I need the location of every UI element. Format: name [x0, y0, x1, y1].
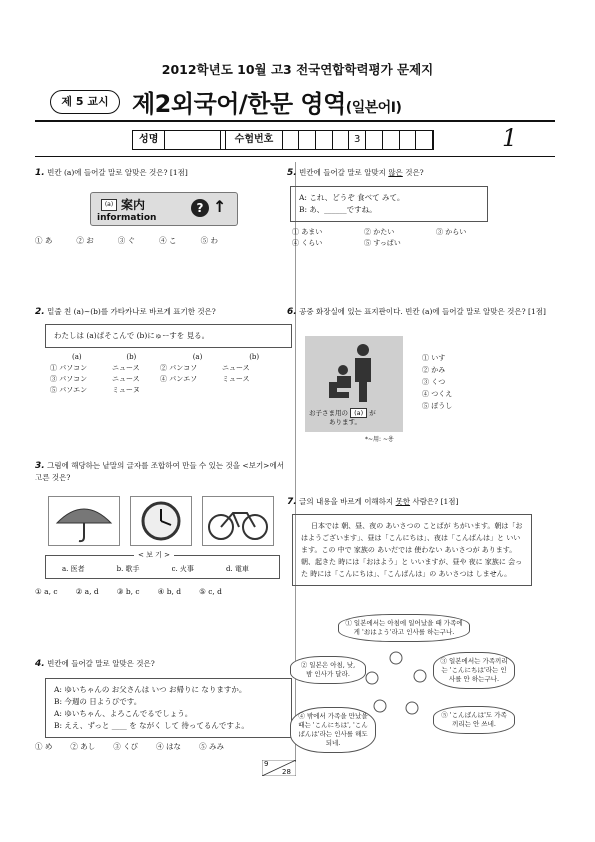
q5-text: 빈칸에 들어갈 말로 알맞지	[299, 168, 389, 177]
q2-number: 2.	[35, 307, 45, 317]
q7-bubble[interactable]: ② 일본은 아침, 낮, 밤 인사가 달라.	[290, 656, 366, 684]
q6-note: *~用: ~용	[365, 436, 394, 443]
q2-cell: ニュース	[112, 364, 140, 372]
q1-sign-kanji: 案内	[121, 198, 146, 212]
q6-choice[interactable]: ④ つくえ	[422, 390, 453, 398]
q3-choice[interactable]: ⑤ c, d	[199, 587, 222, 596]
q4-line: A: ゆいちゃんの お父さんは いつ お帰りに なりますか。	[54, 685, 247, 694]
subject-title	[132, 84, 401, 119]
q7-stem	[287, 496, 557, 508]
subject-sub: (일본어Ⅰ)	[345, 100, 402, 116]
q3-bogi-item: c. 火事	[171, 565, 194, 573]
q5-underline: 않은	[388, 168, 403, 177]
exam-no-cell	[333, 131, 350, 149]
exam-no-cell	[316, 131, 333, 149]
q3-choice[interactable]: ② a, d	[75, 587, 99, 596]
q6-number: 6.	[287, 307, 297, 317]
q2-header-row	[50, 352, 280, 363]
q2-cell: ⑤ パソエン	[50, 386, 88, 394]
q4-text: 빈칸에 들어갈 말로 알맞은 것은?	[47, 659, 155, 668]
q4-number: 4.	[35, 659, 45, 669]
q6-sign	[305, 336, 403, 432]
q1-number: 1.	[35, 168, 45, 178]
q5-choice[interactable]: ④ くらい	[292, 239, 323, 247]
q2-col: (b)	[126, 353, 137, 361]
q6-sign-blank: (a)	[350, 408, 367, 418]
q7-passage: 日本では 朝、昼、夜の あいさつの ことばが ちがいます。朝は「おはようございます」、昼は「こんにちは」、夜は「こんばんは」と いいます。この 中で 家族の あいだでは 使わない あいさつが あります。朝、起きた 時には「おはよう」と いいますが、昼や 夜に 家族に 会った 時には「こんにちは」、「こんばんは」の あいさつは しません。	[292, 514, 532, 586]
name-label: 성명	[133, 131, 165, 149]
bicycle-image	[202, 496, 274, 546]
page-current: 9	[264, 760, 269, 768]
q2-stem	[35, 306, 290, 318]
q4-line: A: ゆいちゃん、よろこんでるでしょう。	[54, 709, 193, 718]
q2-box: わたしは (a)ぱそこんで (b)にゅーすを 見る。	[45, 324, 292, 348]
header-rule-2	[35, 156, 555, 157]
q5-choice[interactable]: ② かたい	[364, 228, 395, 236]
q2-cell: ニュース	[222, 364, 250, 372]
q2-row[interactable]	[50, 374, 280, 385]
q1-choice[interactable]: ③ ぐ	[117, 236, 136, 245]
q7-bubble[interactable]: ③ 일본에서는 가족끼리는 'こんにちは'라는 인사를 안 하는구나.	[433, 652, 515, 689]
q6-choice[interactable]: ② かみ	[422, 366, 446, 374]
subject-main: 제2외국어/한문 영역	[132, 90, 346, 118]
q1-text: 빈칸 (a)에 들어갈 말로 알맞은 것은? [1점]	[47, 168, 188, 177]
q3-text: 그림에 해당하는 낱말의 글자를 조합하여 만들 수 있는 것을 <보기>에서 고른 것은?	[35, 461, 284, 482]
q5-stem	[287, 167, 557, 179]
q6-choice[interactable]: ③ くつ	[422, 378, 446, 386]
q6-text: 공중 화장실에 있는 표지판이다. 빈칸 (a)에 들어갈 말로 알맞은 것은? [1점]	[299, 307, 546, 316]
q4-stem	[35, 658, 290, 670]
header-rule	[35, 120, 555, 122]
q2-text: 밑줄 친 (a)~(b)를 가타카나로 바르게 표기한 것은?	[47, 307, 216, 316]
q2-row[interactable]	[50, 363, 280, 374]
q5-choice[interactable]: ⑤ すっぱい	[364, 239, 401, 247]
q3-bogi-item: d. 電車	[225, 565, 249, 573]
q2-row[interactable]	[50, 385, 280, 396]
exam-no-label: 수험번호	[225, 131, 282, 149]
page-total: 28	[282, 768, 291, 776]
q4-choice[interactable]: ① め	[35, 742, 53, 751]
q7-text-end: 사람은? [1점]	[410, 497, 459, 506]
q6-choice[interactable]: ① いす	[422, 354, 446, 362]
q1-choice[interactable]: ② お	[76, 236, 94, 245]
q2-col: (b)	[249, 353, 260, 361]
exam-no-cell	[283, 131, 300, 149]
exam-no-cell	[400, 131, 417, 149]
name-field	[165, 131, 221, 149]
q2-cell: ニュース	[112, 375, 140, 383]
q1-choice[interactable]: ⑤ わ	[200, 236, 218, 245]
q4-choice[interactable]: ③ くび	[113, 742, 139, 751]
q1-choice[interactable]: ④ こ	[159, 236, 177, 245]
q3-bogi-item: b. 歌手	[116, 565, 140, 573]
q1-sign-en: information	[97, 213, 157, 223]
q4-line: B: 今週の 日ようびです。	[54, 697, 142, 706]
q5-choice[interactable]: ③ からい	[436, 228, 467, 236]
q5-choice-row	[292, 238, 508, 249]
page-counter	[262, 760, 296, 776]
q3-bogi-label: < 보 기 >	[134, 550, 174, 560]
q2-col: (a)	[72, 353, 82, 361]
q6-stem	[287, 306, 557, 318]
students-illustration	[360, 650, 432, 722]
q2-cell: ② パンコソ	[160, 364, 198, 372]
q6-sign-line2: あります。	[329, 418, 361, 426]
q3-choice[interactable]: ③ b, c	[116, 587, 140, 596]
exam-no-cell	[366, 131, 383, 149]
umbrella-image	[48, 496, 120, 546]
q5-number: 5.	[287, 168, 297, 178]
q3-number: 3.	[35, 461, 45, 471]
q3-choice[interactable]: ④ b, d	[157, 587, 182, 596]
q1-choices	[35, 235, 218, 246]
q5-text-end: 것은?	[402, 168, 424, 177]
q5-line: B: あ、______ですね。	[299, 205, 377, 214]
q5-choice-row	[292, 227, 508, 238]
clock-image	[130, 496, 192, 546]
exam-no-cell	[416, 131, 433, 149]
q7-underline: 못한	[395, 497, 411, 506]
page-mark: 1	[502, 124, 518, 152]
q6-sign-text	[309, 408, 376, 426]
q2-cell: ③ パソコン	[50, 375, 88, 383]
info-bar	[132, 130, 434, 150]
exam-no-cell	[383, 131, 400, 149]
exam-no-cell	[299, 131, 316, 149]
q2-options	[50, 352, 280, 396]
q2-col: (a)	[192, 353, 203, 361]
q5-choices	[292, 227, 508, 249]
arrow-up-icon: ↑	[213, 197, 227, 216]
q6-choice[interactable]: ⑤ ぼうし	[422, 402, 453, 410]
q7-bubble[interactable]: ④ 밖에서 가족을 만났을 때는 'こんにちは', 'こんばんは'라는 인사를 해도 되네.	[290, 707, 376, 753]
q5-choice[interactable]: ① あまい	[292, 228, 323, 236]
q3-choice[interactable]: ① a, c	[35, 587, 58, 596]
q5-dialog	[290, 186, 488, 222]
q2-cell: ミューヌ	[112, 386, 140, 394]
q1-sign	[90, 192, 238, 226]
q3-bogi-item: a. 医者	[62, 565, 85, 573]
q2-cell: ④ パンエソ	[160, 375, 198, 383]
exam-no-cell: 3	[349, 131, 366, 149]
q7-bubble[interactable]: ⑤ 'こんばんは'도 가족끼리는 안 쓰네.	[433, 706, 515, 734]
q4-choice[interactable]: ④ はな	[156, 742, 182, 751]
q1-choice[interactable]: ① あ	[35, 236, 53, 245]
q6-sign-line1: お子さま用の	[309, 409, 348, 417]
session-badge: 제 5 교시	[50, 90, 120, 114]
q3-bogi-box	[45, 551, 280, 579]
q4-line: B: ええ、ずっと ____ を ながく して 待ってるんですよ。	[54, 721, 249, 730]
q3-stem	[35, 460, 285, 484]
q3-choices	[35, 587, 222, 596]
q4-choices	[35, 741, 224, 752]
q3-bogi-items	[62, 564, 249, 574]
q7-number: 7.	[287, 497, 297, 507]
q4-choice[interactable]: ⑤ みみ	[199, 742, 224, 751]
q7-bubble[interactable]: ① 일본에서는 아침에 일어났을 때 가족에게 'おはよう'라고 인사를 하는구나.	[338, 614, 470, 642]
q7-text: 글의 내용을 바르게 이해하지	[299, 497, 396, 506]
q6-sign-ga: が	[369, 409, 376, 417]
exam-title: 2012학년도 10월 고3 전국연합학력평가 문제지	[161, 62, 434, 77]
q2-cell: ① パソコン	[50, 364, 88, 372]
q4-dialog	[45, 678, 292, 738]
q1-sign-blank: (a)	[101, 199, 117, 211]
q5-line: A: これ、どうぞ 食べて みて。	[299, 193, 405, 202]
question-icon: ?	[191, 199, 209, 217]
q2-cell: ミュース	[222, 375, 250, 383]
q4-choice[interactable]: ② あし	[70, 742, 96, 751]
q6-choices	[422, 352, 452, 412]
q1-stem	[35, 167, 290, 179]
